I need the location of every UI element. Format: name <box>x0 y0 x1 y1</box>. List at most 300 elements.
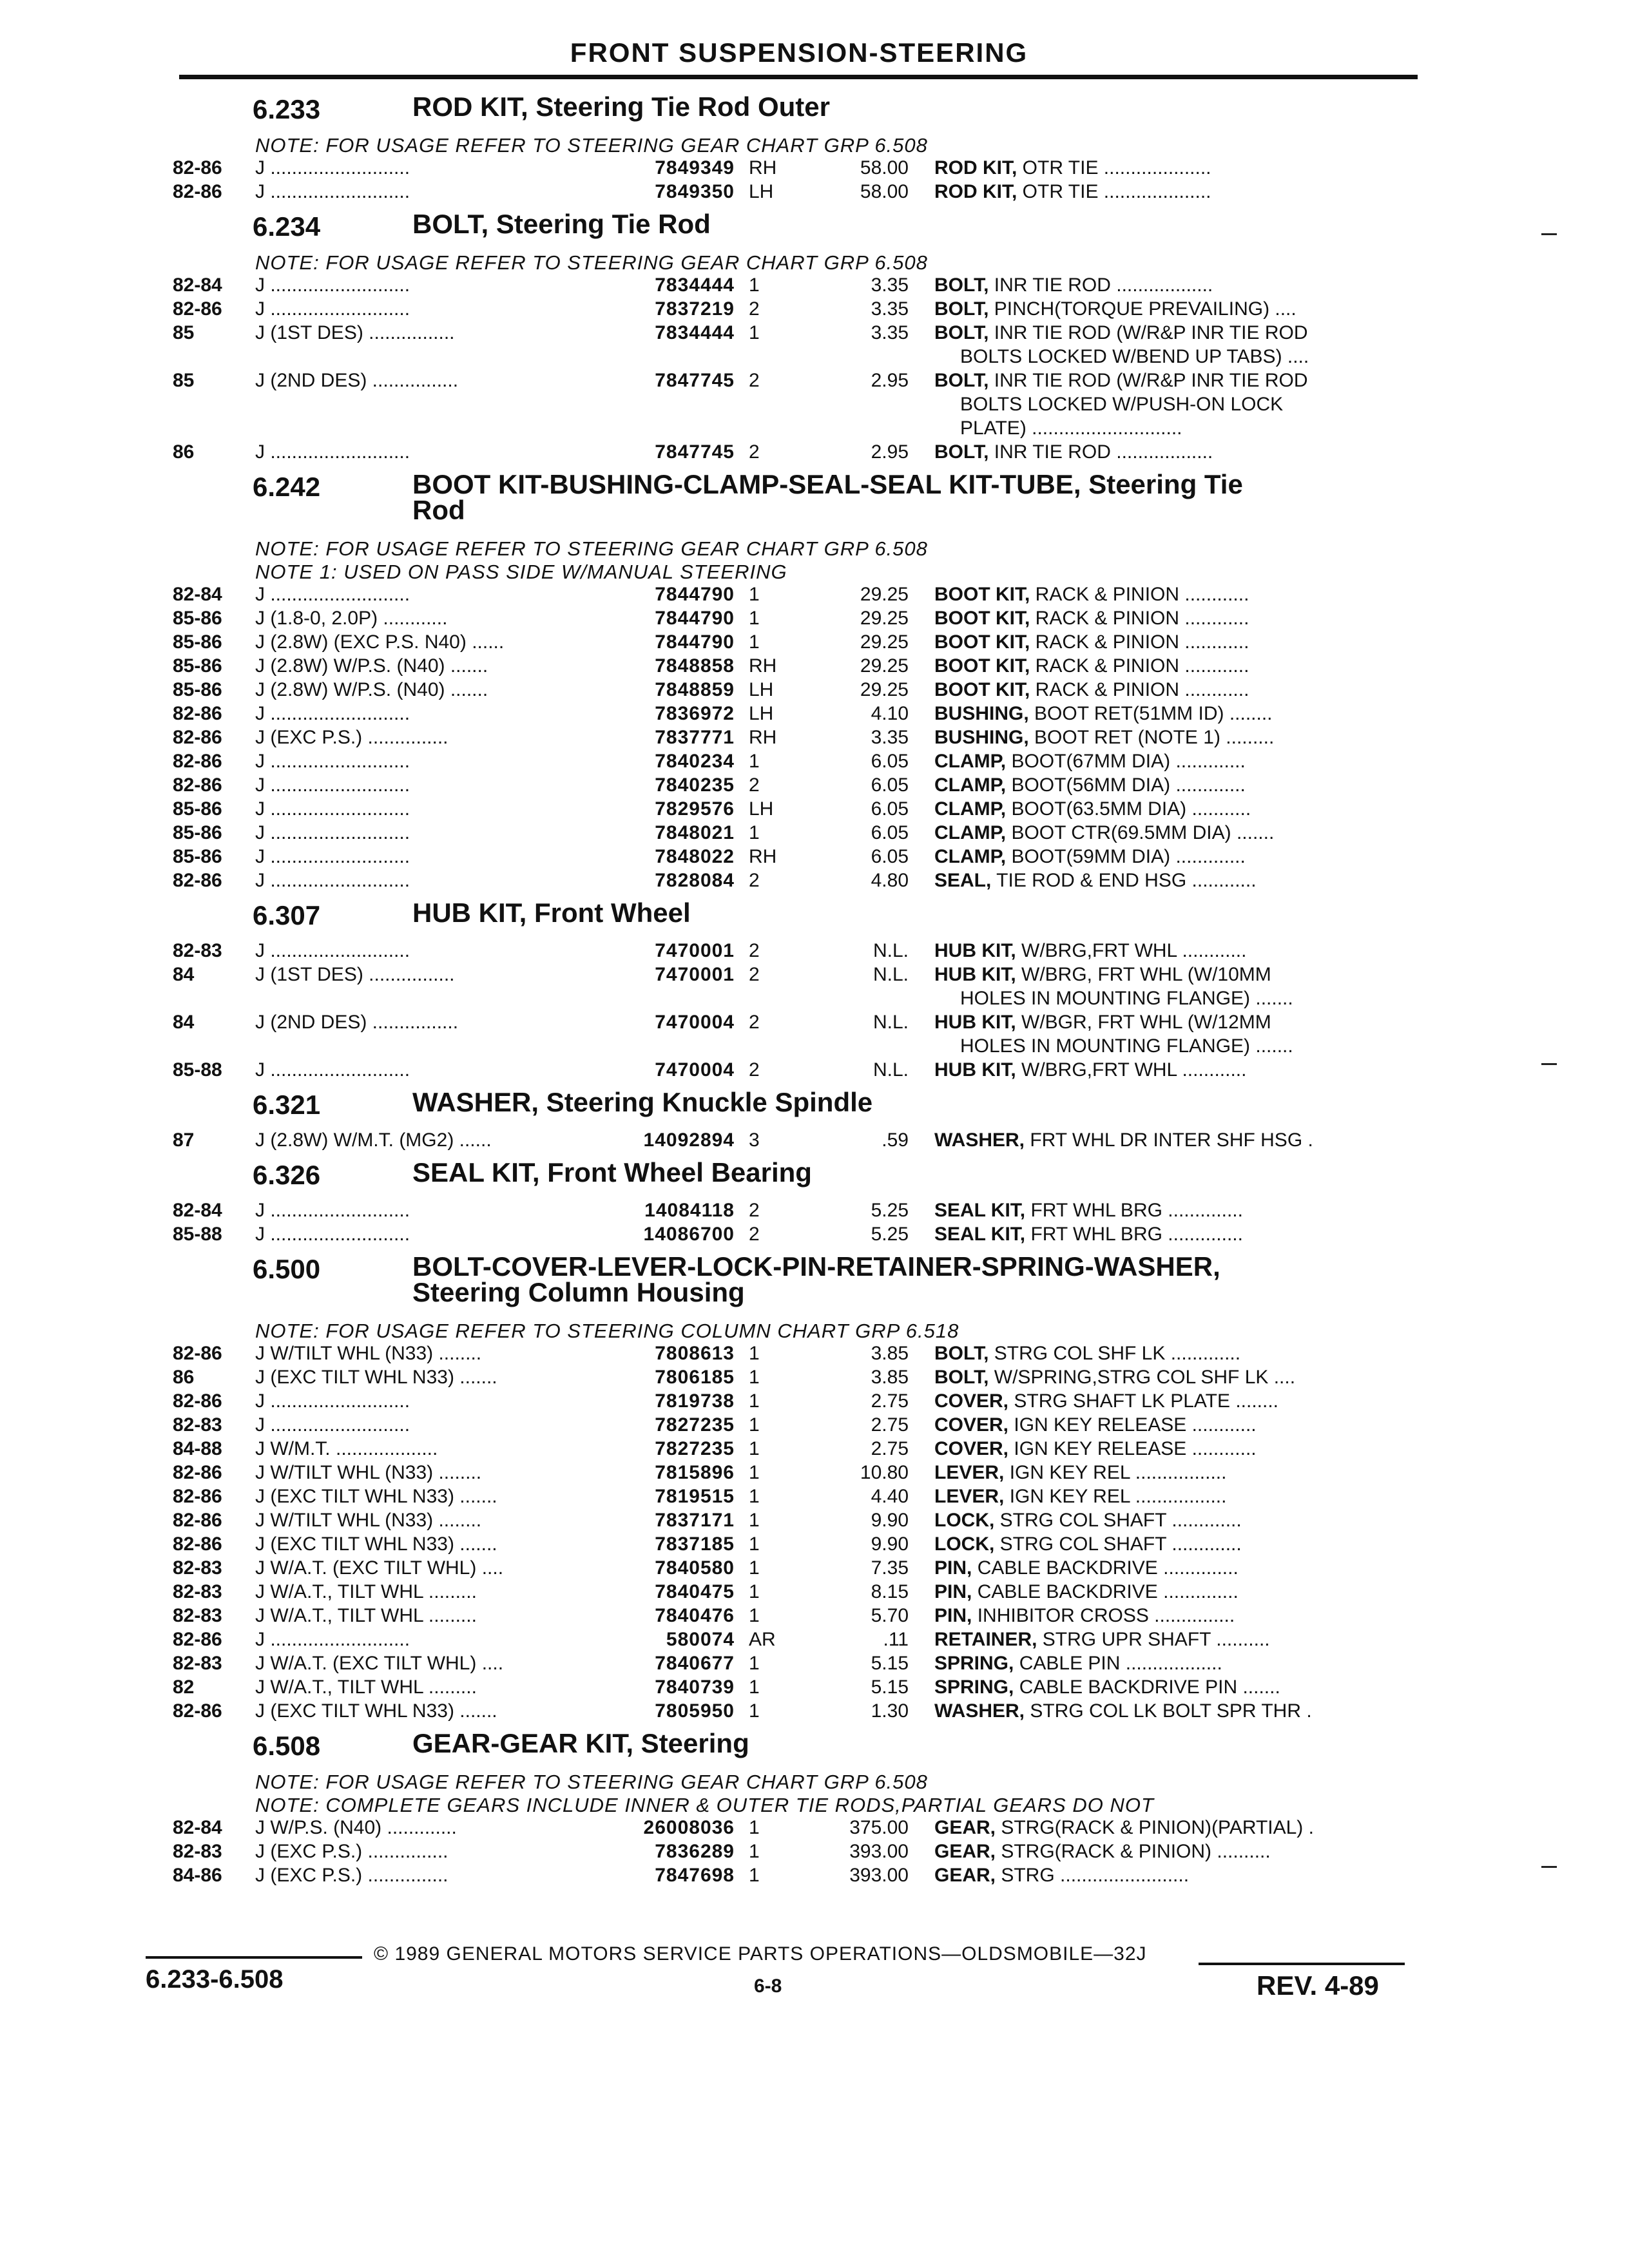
part-row <box>0 274 1629 298</box>
application: J (2ND DES) ................ <box>255 370 459 391</box>
description-noun: SEAL KIT, <box>934 1224 1026 1245</box>
description-detail: STRG COL SHAFT ............. <box>994 1533 1242 1555</box>
model-years: 85-86 <box>173 798 222 820</box>
description-detail: RACK & PINION ............ <box>1030 655 1249 677</box>
application: J (2.8W) W/P.S. (N40) ....... <box>255 679 488 700</box>
catalog-section <box>0 1083 1629 1153</box>
part-number: 14084118 <box>644 1200 735 1221</box>
description-detail: INR TIE ROD (W/R&P INR TIE ROD <box>988 370 1308 391</box>
description <box>934 1343 1424 1365</box>
quantity: 1 <box>749 1865 760 1886</box>
part-row <box>0 1510 1629 1533</box>
application: J (2.8W) W/M.T. (MG2) ...... <box>255 1129 492 1151</box>
part-number: 7848022 <box>655 846 735 867</box>
model-years: 82-86 <box>173 1510 222 1531</box>
price: 6.05 <box>871 846 909 867</box>
model-years: 84 <box>173 964 195 985</box>
quantity: 1 <box>749 1367 760 1388</box>
description-noun: LEVER, <box>934 1486 1005 1507</box>
quantity: 1 <box>749 631 760 653</box>
quantity: RH <box>749 157 777 178</box>
description-noun: GEAR, <box>934 1817 996 1838</box>
price: 3.85 <box>871 1367 909 1388</box>
quantity: RH <box>749 727 777 748</box>
part-row-continuation <box>0 346 1629 370</box>
part-number: 7808613 <box>655 1343 735 1364</box>
price: 5.70 <box>871 1605 909 1626</box>
description-noun: HUB KIT, <box>934 1012 1016 1033</box>
price: 3.35 <box>871 274 909 296</box>
price: 2.75 <box>871 1438 909 1459</box>
model-years: 87 <box>173 1129 195 1151</box>
model-years: 82-83 <box>173 1841 222 1862</box>
price: 4.10 <box>871 703 909 724</box>
catalog-section <box>0 465 1629 894</box>
model-years: 82 <box>173 1677 195 1698</box>
description-detail: TIE ROD & END HSG ............ <box>991 870 1257 891</box>
price: 5.15 <box>871 1677 909 1698</box>
footer-copyright: © 1989 GENERAL MOTORS SERVICE PARTS OPERATIONS—OLDSMOBILE—32J <box>374 1943 1147 1965</box>
description-detail: RACK & PINION ............ <box>1030 584 1249 605</box>
part-number: 7819738 <box>655 1390 735 1412</box>
part-number: 7840476 <box>655 1605 735 1626</box>
description <box>934 322 1424 344</box>
part-number: 7849350 <box>655 181 735 202</box>
footer-page-number: 6-8 <box>754 1975 782 1997</box>
model-years: 84-86 <box>173 1865 222 1886</box>
description <box>934 940 1424 962</box>
section-number: 6.500 <box>253 1254 321 1284</box>
section-number: 6.508 <box>253 1731 321 1761</box>
part-row <box>0 1414 1629 1438</box>
part-number: 14086700 <box>643 1224 735 1245</box>
quantity: 1 <box>749 751 760 772</box>
description-noun: HUB KIT, <box>934 1059 1016 1081</box>
part-row-continuation <box>0 394 1629 418</box>
price: 5.25 <box>871 1224 909 1245</box>
model-years: 82-86 <box>173 298 222 320</box>
price: 6.05 <box>871 822 909 843</box>
quantity: 1 <box>749 1343 760 1364</box>
description <box>934 703 1424 725</box>
price: 2.75 <box>871 1414 909 1436</box>
section-heading <box>0 465 1629 537</box>
part-row <box>0 822 1629 846</box>
description-detail: INR TIE ROD (W/R&P INR TIE ROD <box>988 322 1308 343</box>
model-years: 82-86 <box>173 1343 222 1364</box>
section-heading <box>0 88 1629 134</box>
part-row <box>0 679 1629 703</box>
application: J .......................... <box>255 940 410 961</box>
part-row <box>0 1200 1629 1224</box>
description <box>934 608 1424 629</box>
catalog-section <box>0 88 1629 205</box>
description <box>934 1510 1424 1532</box>
part-number: 7847745 <box>655 370 735 391</box>
part-row <box>0 1486 1629 1510</box>
description-detail: CABLE BACKDRIVE .............. <box>972 1581 1239 1602</box>
description-noun: SPRING, <box>934 1653 1014 1674</box>
section-note: NOTE 1: USED ON PASS SIDE W/MANUAL STEERING <box>255 561 787 583</box>
description-detail: RACK & PINION ............ <box>1030 631 1249 653</box>
application: J .......................... <box>255 822 410 843</box>
part-row <box>0 1224 1629 1247</box>
price: N.L. <box>872 1012 909 1033</box>
quantity: 1 <box>749 1677 760 1698</box>
description <box>934 1817 1424 1839</box>
part-number: 7844790 <box>655 584 735 605</box>
section-heading <box>0 1153 1629 1200</box>
application: J (2ND DES) ................ <box>255 1012 459 1033</box>
part-row <box>0 870 1629 894</box>
price: 58.00 <box>860 157 909 178</box>
part-number: 7827235 <box>655 1414 735 1436</box>
description-detail: OTR TIE .................... <box>1017 157 1211 178</box>
model-years: 82-86 <box>173 1629 222 1650</box>
description-detail: FRT WHL DR INTER SHF HSG . <box>1025 1129 1313 1151</box>
price: 10.80 <box>860 1462 909 1483</box>
part-number: 7840739 <box>655 1677 735 1698</box>
part-number: 7834444 <box>655 322 735 343</box>
description <box>934 1414 1424 1436</box>
price: .11 <box>883 1629 909 1650</box>
quantity: 2 <box>749 298 760 320</box>
description-detail: INR TIE ROD .................. <box>988 274 1213 296</box>
description-noun: PIN, <box>934 1605 972 1626</box>
price: 3.35 <box>871 322 909 343</box>
description-detail: W/BRG, FRT WHL (W/10MM <box>1016 964 1271 985</box>
description-noun: LOCK, <box>934 1510 995 1531</box>
part-row <box>0 1533 1629 1557</box>
application: J (EXC P.S.) ............... <box>255 1865 448 1886</box>
description-noun: BUSHING, <box>934 727 1029 748</box>
description <box>934 1677 1424 1698</box>
price: 7.35 <box>871 1557 909 1579</box>
section-title <box>412 1728 1379 1758</box>
part-row <box>0 964 1629 988</box>
application: J (EXC TILT WHL N33) ....... <box>255 1486 497 1507</box>
description-noun: HUB KIT, <box>934 940 1016 961</box>
quantity: 1 <box>749 584 760 605</box>
description <box>934 727 1424 749</box>
margin-tick <box>1541 233 1557 235</box>
description-noun: PIN, <box>934 1557 972 1579</box>
description-detail: STRG COL SHF LK ............. <box>988 1343 1241 1364</box>
part-row <box>0 1129 1629 1153</box>
application: J (EXC TILT WHL N33) ....... <box>255 1700 497 1722</box>
application: J W/P.S. (N40) ............. <box>255 1817 457 1838</box>
part-row <box>0 1817 1629 1841</box>
application: J .......................... <box>255 1414 410 1436</box>
description <box>934 679 1424 701</box>
price: 9.90 <box>871 1533 909 1555</box>
section-note: NOTE: FOR USAGE REFER TO STEERING GEAR CHART GRP 6.508 <box>255 537 928 560</box>
price: 29.25 <box>860 655 909 677</box>
part-row <box>0 1557 1629 1581</box>
model-years: 84 <box>173 1012 195 1033</box>
model-years: 85-86 <box>173 846 222 867</box>
description-noun: GEAR, <box>934 1865 996 1886</box>
quantity: LH <box>749 181 774 202</box>
description-noun: WASHER, <box>934 1129 1025 1151</box>
description-detail: W/SPRING,STRG COL SHF LK .... <box>988 1367 1296 1388</box>
price: 6.05 <box>871 798 909 820</box>
application: J .......................... <box>255 1059 410 1081</box>
margin-tick <box>1541 1063 1557 1065</box>
model-years: 85 <box>173 322 195 343</box>
description-detail: STRG(RACK & PINION) .......... <box>996 1841 1271 1862</box>
model-years: 82-83 <box>173 1581 222 1602</box>
price: 3.35 <box>871 298 909 320</box>
model-years: 82-83 <box>173 1605 222 1626</box>
description-noun: HUB KIT, <box>934 964 1016 985</box>
application: J .......................... <box>255 846 410 867</box>
section-title <box>412 91 1379 122</box>
part-number: 7844790 <box>655 631 735 653</box>
part-row <box>0 846 1629 870</box>
part-number: 7848021 <box>655 822 735 843</box>
part-number: 7470004 <box>655 1059 735 1081</box>
section-title-sub: Steering Column Housing <box>412 1277 745 1307</box>
quantity: 1 <box>749 608 760 629</box>
description-noun: PIN, <box>934 1581 972 1602</box>
quantity: 1 <box>749 1557 760 1579</box>
part-row <box>0 727 1629 751</box>
description-detail: BOOT(67MM DIA) ............. <box>1006 751 1246 772</box>
model-years: 82-86 <box>173 1462 222 1483</box>
part-row <box>0 1841 1629 1865</box>
part-row <box>0 181 1629 205</box>
application: J W/A.T., TILT WHL ......... <box>255 1605 477 1626</box>
part-row <box>0 703 1629 727</box>
price: 5.15 <box>871 1653 909 1674</box>
description-continued: HOLES IN MOUNTING FLANGE) ....... <box>960 988 1293 1009</box>
part-row <box>0 1629 1629 1653</box>
quantity: 1 <box>749 1700 760 1722</box>
description-noun: CLAMP, <box>934 798 1007 820</box>
description-detail: INR TIE ROD .................. <box>988 441 1213 463</box>
description <box>934 298 1424 320</box>
footer-rule-left <box>146 1956 362 1959</box>
description-detail: W/BRG,FRT WHL ............ <box>1016 1059 1247 1081</box>
price: 4.80 <box>871 870 909 891</box>
header-rule <box>179 75 1418 79</box>
section-title <box>412 211 1379 237</box>
description <box>934 1200 1424 1222</box>
model-years: 82-86 <box>173 157 222 178</box>
quantity: 2 <box>749 370 760 391</box>
section-number: 6.307 <box>253 900 321 930</box>
parts-listing <box>0 88 1629 1888</box>
quantity: LH <box>749 798 774 820</box>
application: J .......................... <box>255 1390 410 1412</box>
part-number: 7847698 <box>655 1865 735 1886</box>
price: .59 <box>882 1129 909 1151</box>
description-detail: RACK & PINION ............ <box>1030 679 1249 700</box>
part-number: 7840580 <box>655 1557 735 1579</box>
description-continued: PLATE) ............................ <box>960 418 1182 439</box>
model-years: 82-86 <box>173 751 222 772</box>
description <box>934 751 1424 773</box>
description <box>934 1629 1424 1651</box>
part-row <box>0 1390 1629 1414</box>
part-number: 7848858 <box>655 655 735 677</box>
section-note: NOTE: COMPLETE GEARS INCLUDE INNER & OUTER TIE RODS,PARTIAL GEARS DO NOT <box>255 1794 1154 1816</box>
application: J (EXC TILT WHL N33) ....... <box>255 1533 497 1555</box>
description-continued: BOLTS LOCKED W/BEND UP TABS) .... <box>960 346 1309 367</box>
part-number: 7840235 <box>655 774 735 796</box>
description-detail: IGN KEY REL ................. <box>1004 1486 1227 1507</box>
description-detail: BOOT(59MM DIA) ............. <box>1006 846 1246 867</box>
description-detail: OTR TIE .................... <box>1017 181 1211 202</box>
model-years: 85-86 <box>173 822 222 843</box>
part-number: 7470001 <box>655 940 735 961</box>
section-title-main: ROD KIT, Steering Tie Rod Outer <box>412 91 830 122</box>
description <box>934 774 1424 796</box>
model-years: 82-84 <box>173 274 222 296</box>
model-years: 82-86 <box>173 1533 222 1555</box>
application: J W/A.T. (EXC TILT WHL) .... <box>255 1557 504 1579</box>
section-title-main: HUB KIT, Front Wheel <box>412 898 691 928</box>
part-row <box>0 1462 1629 1486</box>
description-noun: BOLT, <box>934 298 989 320</box>
description <box>934 370 1424 392</box>
description <box>934 1841 1424 1863</box>
model-years: 82-83 <box>173 940 222 961</box>
section-title <box>412 1251 1379 1307</box>
model-years: 82-86 <box>173 1700 222 1722</box>
part-number: 7847745 <box>655 441 735 463</box>
quantity: 2 <box>749 870 760 891</box>
quantity: 1 <box>749 822 760 843</box>
part-number: 7848859 <box>655 679 735 700</box>
model-years: 85-86 <box>173 655 222 677</box>
application: J .......................... <box>255 798 410 820</box>
part-number: 26008036 <box>643 1817 735 1838</box>
model-years: 85-88 <box>173 1224 222 1245</box>
footer-revision: REV. 4-89 <box>1257 1970 1379 2001</box>
section-number: 6.321 <box>253 1090 321 1120</box>
description-noun: CLAMP, <box>934 774 1007 796</box>
part-row <box>0 1653 1629 1677</box>
part-number: 7834444 <box>655 274 735 296</box>
part-row <box>0 774 1629 798</box>
part-number: 7827235 <box>655 1438 735 1459</box>
price: 3.85 <box>871 1343 909 1364</box>
part-number: 7837771 <box>655 727 735 748</box>
section-note: NOTE: FOR USAGE REFER TO STEERING GEAR CHART GRP 6.508 <box>255 134 928 157</box>
application: J .......................... <box>255 774 410 796</box>
section-title <box>412 900 1379 926</box>
section-heading <box>0 205 1629 251</box>
part-row <box>0 751 1629 774</box>
price: 3.35 <box>871 727 909 748</box>
section-title <box>412 1157 1379 1187</box>
application: J (EXC TILT WHL N33) ....... <box>255 1367 497 1388</box>
description-noun: SEAL, <box>934 870 992 891</box>
model-years: 82-86 <box>173 727 222 748</box>
description-noun: BOLT, <box>934 1367 989 1388</box>
part-number: 7819515 <box>655 1486 735 1507</box>
price: 5.25 <box>871 1200 909 1221</box>
description-continued: HOLES IN MOUNTING FLANGE) ....... <box>960 1035 1293 1057</box>
part-row <box>0 1012 1629 1035</box>
application: J .......................... <box>255 751 410 772</box>
part-number: 7805950 <box>655 1700 735 1722</box>
section-number: 6.242 <box>253 472 321 502</box>
part-number: 7849349 <box>655 157 735 178</box>
price: 2.75 <box>871 1390 909 1412</box>
application: J .......................... <box>255 1200 410 1221</box>
description <box>934 1129 1424 1151</box>
part-row-continuation <box>0 418 1629 441</box>
quantity: RH <box>749 846 777 867</box>
description-detail: RACK & PINION ............ <box>1030 608 1249 629</box>
description-noun: ROD KIT, <box>934 181 1017 202</box>
model-years: 86 <box>173 441 195 463</box>
description <box>934 1700 1424 1722</box>
application: J (1ST DES) ................ <box>255 964 455 985</box>
price: 8.15 <box>871 1581 909 1602</box>
part-row <box>0 441 1629 465</box>
description-detail: IGN KEY REL ................. <box>1004 1462 1227 1483</box>
description <box>934 846 1424 868</box>
description-detail: BOOT RET (NOTE 1) ......... <box>1028 727 1275 748</box>
part-row <box>0 1367 1629 1390</box>
part-row <box>0 940 1629 964</box>
part-row <box>0 298 1629 322</box>
part-row <box>0 1865 1629 1888</box>
section-note: NOTE: FOR USAGE REFER TO STEERING GEAR CHART GRP 6.508 <box>255 1771 928 1793</box>
price: N.L. <box>872 964 909 985</box>
application: J .......................... <box>255 870 410 891</box>
description <box>934 1605 1424 1627</box>
price: 9.90 <box>871 1510 909 1531</box>
part-row <box>0 584 1629 608</box>
description-noun: COVER, <box>934 1414 1009 1436</box>
part-number: 7836972 <box>655 703 735 724</box>
application: J (EXC P.S.) ............... <box>255 1841 448 1862</box>
description-noun: BOLT, <box>934 322 989 343</box>
quantity: 2 <box>749 1059 760 1081</box>
description <box>934 964 1424 986</box>
description-noun: BOLT, <box>934 274 989 296</box>
quantity: 1 <box>749 1533 760 1555</box>
quantity: 1 <box>749 274 760 296</box>
part-row <box>0 1343 1629 1367</box>
description-detail: INHIBITOR CROSS ............... <box>972 1605 1235 1626</box>
part-row <box>0 157 1629 181</box>
description-noun: BOOT KIT, <box>934 608 1030 629</box>
quantity: 1 <box>749 1841 760 1862</box>
application: J (EXC P.S.) ............... <box>255 727 448 748</box>
description-detail: IGN KEY RELEASE ............ <box>1008 1438 1257 1459</box>
part-number: 7470004 <box>655 1012 735 1033</box>
application: J .......................... <box>255 441 410 463</box>
model-years: 82-83 <box>173 1414 222 1436</box>
price: 58.00 <box>860 181 909 202</box>
model-years: 85-86 <box>173 608 222 629</box>
description-noun: LEVER, <box>934 1462 1005 1483</box>
description-detail: BOOT(63.5MM DIA) ........... <box>1006 798 1251 820</box>
quantity: LH <box>749 703 774 724</box>
section-heading <box>0 1724 1629 1771</box>
description-noun: CLAMP, <box>934 846 1007 867</box>
description-noun: CLAMP, <box>934 751 1007 772</box>
footer-rule-right <box>1199 1963 1405 1965</box>
description-detail: CABLE PIN .................. <box>1014 1653 1222 1674</box>
description-noun: RETAINER, <box>934 1629 1037 1650</box>
